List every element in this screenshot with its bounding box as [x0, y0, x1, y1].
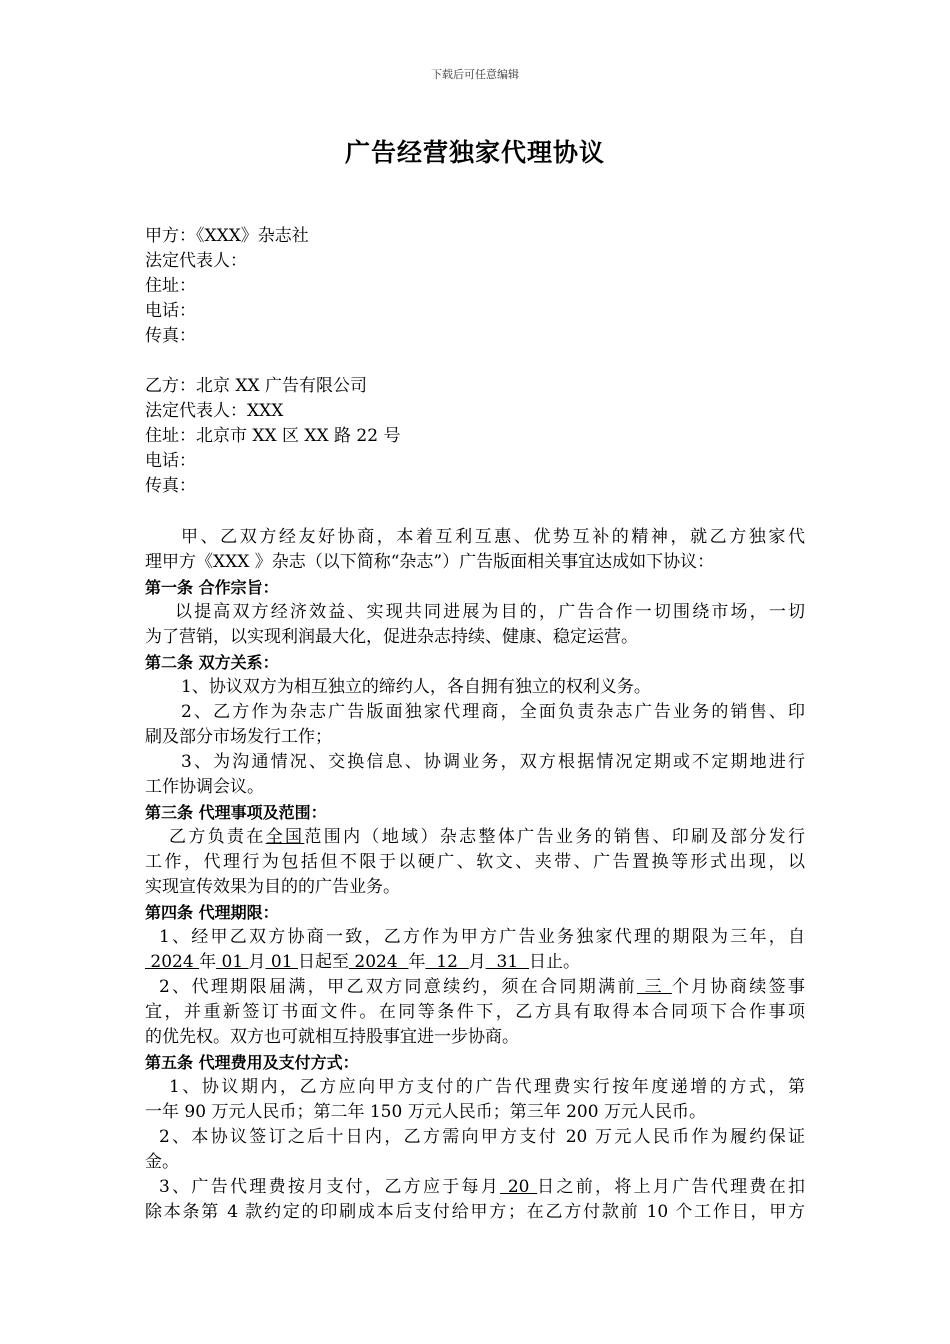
- article-5-heading: 第五条 代理费用及支付方式：: [145, 1052, 359, 1072]
- party-b-addr: 住址：北京市 XX 区 XX 路 22 号: [145, 425, 401, 446]
- article-2-para-1: 1、协议双方为相互独立的缔约人，各自拥有独立的权利义务。: [181, 676, 651, 697]
- article-2-para-2-line-1: 2、乙方作为杂志广告版面独家代理商，全面负责杂志广告业务的销售、印: [181, 701, 805, 722]
- article-4-para-1-line-2: [145, 950, 805, 975]
- end-year: 2024: [348, 951, 409, 972]
- article-1-line-1: 以提高双方经济效益、实现共同进展为目的，广告合作一切围绕市场，一切: [175, 601, 805, 622]
- article-3-heading: 第三条 代理事项及范围：: [145, 802, 327, 822]
- article-3-line-2: 工作，代理行为包括但不限于以硬广、软文、夹带、广告置换等形式出现，以: [145, 851, 805, 872]
- article-3-text-b: 范围内（地域）杂志整体广告业务的销售、印刷及部分发行: [304, 826, 805, 847]
- article-4-para-2-line-2: 宜，并重新签订书面文件。在同等条件下，乙方具有取得本合同项下合作事项: [145, 1001, 805, 1022]
- party-b-name: 乙方：北京 XX 广告有限公司: [145, 375, 368, 396]
- party-a-fax: 传真：: [145, 326, 196, 346]
- article-4-para-2-text-a: 2、代理期限届满，甲乙双方同意续约，须在合同期满前: [159, 976, 637, 997]
- party-a-addr: 住址：: [145, 276, 196, 296]
- party-b-fax: 传真：: [145, 475, 196, 496]
- party-b-phone: 电话：: [145, 450, 196, 471]
- start-day: 01: [265, 951, 298, 972]
- from-text: 日起至: [297, 951, 349, 972]
- start-month: 01: [216, 951, 249, 972]
- year-label-2: 年: [408, 951, 426, 972]
- page-header-note: 下载后可任意编辑: [431, 68, 519, 81]
- article-5-para-3-text-b: 日之前，将上月广告代理费在扣: [537, 1176, 805, 1197]
- start-year: 2024: [145, 951, 200, 972]
- article-5-para-3-text-a: 3、广告代理费按月支付，乙方应于每月: [159, 1176, 501, 1197]
- pay-day: 20: [500, 1176, 538, 1197]
- article-4-heading: 第四条 代理期限：: [145, 902, 279, 922]
- article-5-para-3-line-1: [145, 1175, 805, 1200]
- article-4-para-2-line-1: [145, 975, 805, 1000]
- intro-line-1: 甲、乙双方经友好协商，本着互利互惠、优势互补的精神，就乙方独家代: [181, 526, 805, 547]
- article-1-line-2: 为了营销，以实现利润最大化，促进杂志持续、健康、稳定运营。: [145, 626, 638, 647]
- year-label: 年: [199, 951, 217, 972]
- article-3-text-a: 乙方负责在: [169, 826, 266, 847]
- article-5-para-2-line-2: 金。: [145, 1151, 179, 1172]
- article-3-line-3: 实现宣传效果为目的的广告业务。: [145, 876, 400, 897]
- end-day: 31: [485, 951, 529, 972]
- article-4-para-2-text-b: 个月协商续签事: [671, 976, 805, 997]
- article-5-para-1-line-2: 一年 90 万元人民币；第二年 150 万元人民币；第三年 200 万元人民币。: [145, 1101, 706, 1122]
- article-5-para-1-line-1: 1、协议期内，乙方应向甲方支付的广告代理费实行按年度递增的方式，第: [169, 1076, 805, 1097]
- end-month: 12: [425, 951, 469, 972]
- months-before: 三: [636, 976, 672, 997]
- document-title: 广告经营独家代理协议: [344, 138, 605, 167]
- party-a-phone: 电话：: [145, 301, 196, 321]
- article-3-line-1: [145, 825, 805, 850]
- article-2-heading: 第二条 双方关系：: [145, 652, 279, 672]
- article-5-para-2-line-1: 2、本协议签订之后十日内，乙方需向甲方支付 20 万元人民币作为履约保证: [159, 1126, 805, 1147]
- end-text: 日止。: [528, 951, 580, 972]
- article-1-heading: 第一条 合作宗旨：: [145, 577, 279, 597]
- party-b-rep: 法定代表人：XXX: [145, 400, 284, 421]
- document-body: [145, 224, 805, 1225]
- article-4-para-2-line-3: 的优先权。双方也可就相互持股事宜进一步协商。: [145, 1026, 519, 1047]
- article-5-para-3-line-2: 除本条第 4 款约定的印刷成本后支付给甲方；在乙方付款前 10 个工作日，甲方: [145, 1201, 805, 1222]
- article-3-region: 全国: [265, 826, 305, 847]
- article-2-para-3-line-1: 3、为沟通情况、交换信息、协调业务，双方根据情况定期或不定期地进行: [181, 751, 805, 772]
- article-2-para-3-line-2: 工作协调会议。: [145, 776, 264, 797]
- intro-line-2: 理甲方《XXX 》杂志（以下简称“杂志”）广告版面相关事宜达成如下协议：: [145, 551, 715, 572]
- party-a-rep: 法定代表人：: [145, 251, 247, 271]
- article-2-para-2-line-2: 刷及部分市场发行工作；: [145, 726, 332, 747]
- month-label: 月: [248, 951, 266, 972]
- month-label-2: 月: [468, 951, 486, 972]
- article-4-para-1-line-1: 1、经甲乙双方协商一致，乙方作为甲方广告业务独家代理的期限为三年，自: [159, 926, 805, 947]
- party-a-name: 甲方：《XXX》杂志社: [145, 226, 309, 246]
